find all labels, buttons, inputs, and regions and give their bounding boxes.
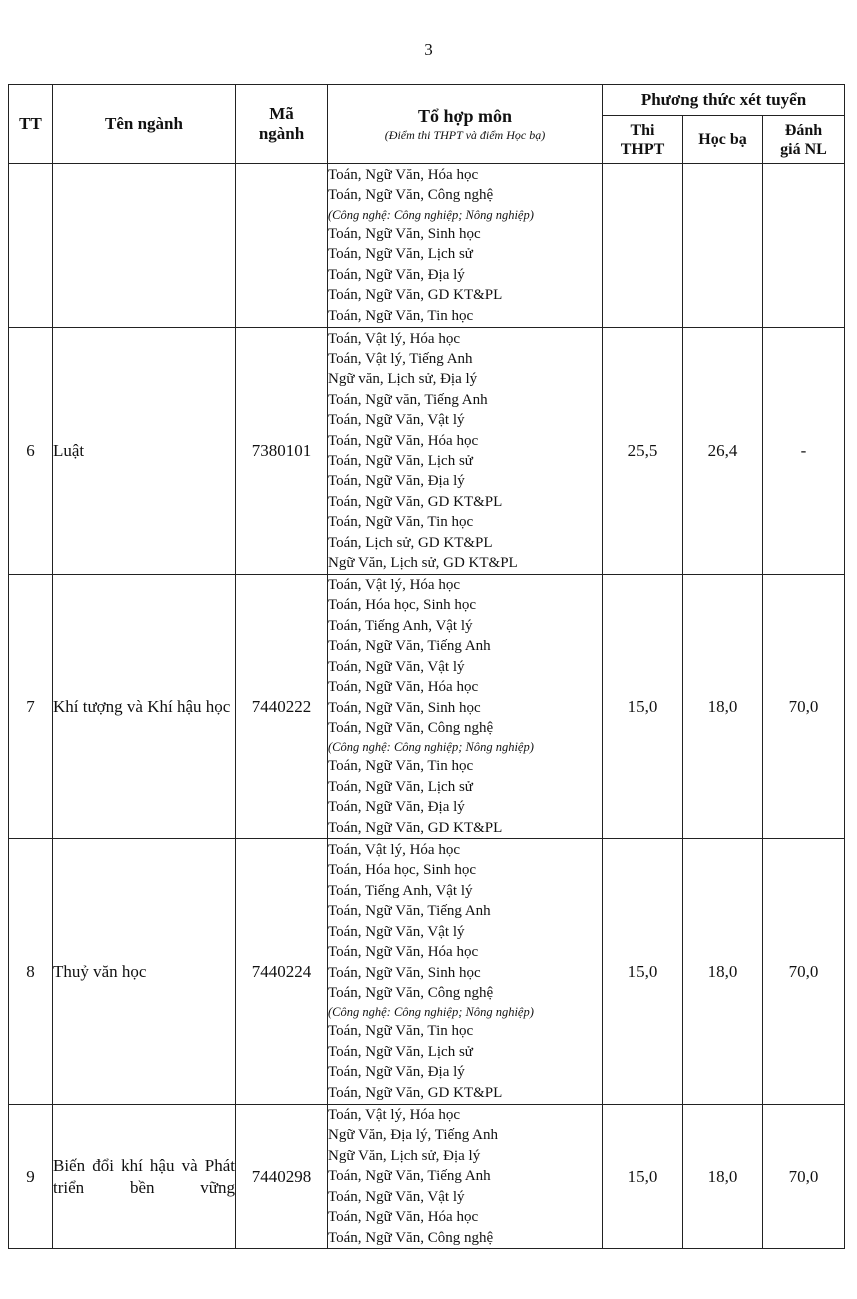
combo-item: Toán, Ngữ Văn, Vật lý [328, 658, 465, 675]
table-body [9, 164, 845, 1249]
cell-code: 7380101 [236, 328, 328, 575]
cell-name: Thuỷ văn học [53, 839, 236, 1105]
cell-combos [328, 575, 603, 839]
combo-item: Toán, Ngữ Văn, GD KT&PL [328, 819, 503, 836]
combo-item: Toán, Ngữ Văn, Tiếng Anh [328, 638, 491, 655]
cell-combos [328, 839, 603, 1105]
header-name: Tên ngành [53, 85, 236, 164]
cell-combos [328, 164, 603, 328]
header-nl [763, 116, 845, 164]
combo-item: Toán, Ngữ Văn, Tin học [328, 758, 474, 775]
combo-item: Toán, Ngữ Văn, Vật lý [328, 1188, 465, 1205]
combo-item: Toán, Vật lý, Tiếng Anh [328, 350, 473, 367]
header-code [236, 85, 328, 164]
combo-note: (Công nghệ: Công nghiệp; Nông nghiệp) [328, 1005, 534, 1020]
cell-tt: 6 [9, 328, 53, 575]
combo-item: Toán, Ngữ Văn, Hóa học [328, 944, 479, 961]
combo-item: Toán, Ngữ Văn, Địa lý [328, 473, 465, 490]
combo-item: Toán, Ngữ Văn, GD KT&PL [328, 1084, 503, 1101]
cell-code: 7440222 [236, 575, 328, 839]
cell-thpt [603, 164, 683, 328]
table-row [9, 575, 845, 839]
combo-item: Toán, Ngữ Văn, Tiếng Anh [328, 903, 491, 920]
combo-item: Ngữ Văn, Lịch sử, Địa lý [328, 1147, 481, 1164]
combo-item: Toán, Vật lý, Hóa học [328, 842, 460, 859]
cell-code [236, 164, 328, 328]
cell-tt: 7 [9, 575, 53, 839]
combo-item: Toán, Ngữ Văn, Công nghệ [328, 1229, 494, 1246]
header-hocba: Học bạ [683, 116, 763, 164]
cell-nl [763, 164, 845, 328]
header-thpt-line1: Thi [630, 121, 655, 139]
cell-combos [328, 328, 603, 575]
cell-thpt: 15,0 [603, 1105, 683, 1249]
combo-item: Toán, Ngữ Văn, GD KT&PL [328, 287, 503, 304]
header-code-line2: ngành [258, 124, 305, 143]
page-number: 3 [424, 40, 433, 59]
combo-note: (Công nghệ: Công nghiệp; Nông nghiệp) [328, 740, 534, 755]
combo-item: Toán, Ngữ Văn, Tiếng Anh [328, 1168, 491, 1185]
combo-item: Ngữ văn, Lịch sử, Địa lý [328, 371, 478, 388]
cell-name: Biến đổi khí hậu và Phát triển bền vững [53, 1105, 236, 1249]
cell-nl: 70,0 [763, 1105, 845, 1249]
cell-tt: 9 [9, 1105, 53, 1249]
combo-item: Ngữ Văn, Lịch sử, GD KT&PL [328, 555, 518, 572]
combo-item: Toán, Tiếng Anh, Vật lý [328, 617, 473, 634]
combo-item: Toán, Ngữ Văn, Tin học [328, 307, 474, 324]
combo-item: Toán, Ngữ Văn, Địa lý [328, 799, 465, 816]
header-combos-title: Tổ hợp môn [418, 106, 512, 126]
combo-item: Toán, Ngữ Văn, Hóa học [328, 1209, 479, 1226]
admissions-table [8, 84, 845, 1249]
header-nl-line2: giá NL [780, 140, 827, 158]
cell-hocba: 26,4 [683, 328, 763, 575]
combo-item: Toán, Ngữ Văn, Tin học [328, 1023, 474, 1040]
cell-nl: - [763, 328, 845, 575]
cell-thpt: 15,0 [603, 839, 683, 1105]
combo-item: Toán, Ngữ Văn, Hóa học [328, 679, 479, 696]
cell-nl: 70,0 [763, 839, 845, 1105]
header-thpt [603, 116, 683, 164]
cell-tt: 8 [9, 839, 53, 1105]
header-combos-note: (Điểm thi THPT và điểm Học bạ) [384, 128, 546, 142]
combo-item: Toán, Ngữ Văn, Công nghệ [328, 719, 494, 736]
cell-hocba: 18,0 [683, 575, 763, 839]
cell-hocba [683, 164, 763, 328]
combo-item: Toán, Vật lý, Hóa học [328, 330, 460, 347]
combo-item: Toán, Ngữ Văn, Lịch sử [328, 778, 473, 795]
combo-item: Toán, Vật lý, Hóa học [328, 577, 460, 594]
combo-item: Toán, Ngữ Văn, Địa lý [328, 266, 465, 283]
header-nl-line1: Đánh [784, 121, 823, 139]
combo-item: Toán, Ngữ văn, Tiếng Anh [328, 391, 488, 408]
table-row [9, 328, 845, 575]
cell-thpt: 25,5 [603, 328, 683, 575]
combo-item: Toán, Ngữ Văn, Hóa học [328, 167, 479, 184]
combo-item: Toán, Ngữ Văn, Công nghệ [328, 187, 494, 204]
combo-note: (Công nghệ: Công nghiệp; Nông nghiệp) [328, 207, 534, 222]
combo-item: Toán, Ngữ Văn, Tin học [328, 514, 474, 531]
combo-item: Toán, Lịch sử, GD KT&PL [328, 534, 493, 551]
combo-item: Toán, Ngữ Văn, Địa lý [328, 1064, 465, 1081]
cell-name: Luật [53, 328, 236, 575]
combo-item: Toán, Ngữ Văn, Hóa học [328, 432, 479, 449]
combo-item: Toán, Ngữ Văn, Vật lý [328, 412, 465, 429]
cell-hocba: 18,0 [683, 1105, 763, 1249]
combo-item: Toán, Ngữ Văn, Công nghệ [328, 984, 494, 1001]
combo-item: Toán, Ngữ Văn, Lịch sử [328, 1043, 473, 1060]
cell-name [53, 164, 236, 328]
combo-item: Ngữ Văn, Địa lý, Tiếng Anh [328, 1127, 498, 1144]
header-method: Phương thức xét tuyển [603, 85, 845, 116]
cell-hocba: 18,0 [683, 839, 763, 1105]
cell-code: 7440298 [236, 1105, 328, 1249]
combo-item: Toán, Ngữ Văn, Vật lý [328, 923, 465, 940]
combo-item: Toán, Ngữ Văn, Sinh học [328, 699, 481, 716]
cell-combos [328, 1105, 603, 1249]
cell-nl: 70,0 [763, 575, 845, 839]
combo-item: Toán, Ngữ Văn, Sinh học [328, 964, 481, 981]
combo-item: Toán, Vật lý, Hóa học [328, 1107, 460, 1124]
header-code-line1: Mã [269, 104, 294, 123]
combo-item: Toán, Ngữ Văn, GD KT&PL [328, 493, 503, 510]
header-thpt-line2: THPT [620, 140, 665, 158]
cell-thpt: 15,0 [603, 575, 683, 839]
table-row [9, 1105, 845, 1249]
combo-item: Toán, Hóa học, Sinh học [328, 597, 477, 614]
cell-tt [9, 164, 53, 328]
combo-item: Toán, Ngữ Văn, Lịch sử [328, 246, 473, 263]
cell-name: Khí tượng và Khí hậu học [53, 575, 236, 839]
header-combos [328, 85, 603, 164]
header-tt: TT [9, 85, 53, 164]
combo-item: Toán, Ngữ Văn, Lịch sử [328, 453, 473, 469]
cell-code: 7440224 [236, 839, 328, 1105]
table-row [9, 164, 845, 328]
combo-item: Toán, Ngữ Văn, Sinh học [328, 225, 481, 242]
combo-item: Toán, Hóa học, Sinh học [328, 862, 477, 879]
combo-item: Toán, Tiếng Anh, Vật lý [328, 882, 473, 899]
table-row [9, 839, 845, 1105]
